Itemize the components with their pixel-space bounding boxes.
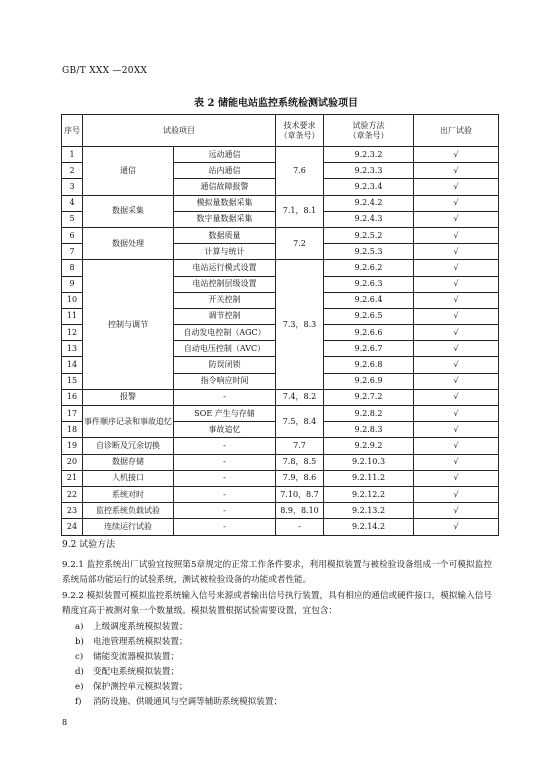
- list-label: f): [75, 697, 82, 707]
- factory-check: √: [414, 422, 499, 438]
- tech-ref: 7.1，8.1: [276, 195, 324, 227]
- sub-item: 防误闭锁: [174, 357, 276, 373]
- sub-item: -: [174, 454, 276, 470]
- method-ref: 9.2.6.2: [324, 260, 414, 276]
- table-title: 表 2 储能电站监控系统检测试验项目: [194, 98, 358, 109]
- list-text: 消防设施、供暖通风与空调等辅助系统模拟装置；: [93, 697, 283, 707]
- factory-check: √: [414, 406, 499, 422]
- row-no: 12: [62, 325, 83, 341]
- method-ref: 9.2.4.3: [324, 211, 414, 227]
- method-ref: 9.2.13.2: [324, 503, 414, 519]
- row-no: 18: [62, 422, 83, 438]
- table-row: [62, 260, 499, 276]
- factory-check: √: [414, 195, 499, 211]
- group-name: 通信: [83, 147, 174, 196]
- group-name: 系统对时: [83, 486, 174, 502]
- tech-ref: 7.8，8.5: [276, 454, 324, 470]
- factory-check: √: [414, 179, 499, 195]
- tech-ref: 7.4，8.2: [276, 389, 324, 405]
- list-label: e): [75, 682, 84, 692]
- table-row: [62, 470, 499, 486]
- factory-check: √: [414, 357, 499, 373]
- list-text: 上级调度系统模拟装置；: [93, 622, 188, 632]
- sub-item: -: [174, 438, 276, 454]
- factory-check: √: [414, 503, 499, 519]
- tech-ref: 8.9，8.10: [276, 503, 324, 519]
- sub-item: 数字量数据采集: [174, 211, 276, 227]
- tech-ref: 7.9，8.6: [276, 470, 324, 486]
- factory-check: √: [414, 147, 499, 163]
- sub-item: 自动发电控制（AGC）: [174, 325, 276, 341]
- row-no: 21: [62, 470, 83, 486]
- factory-check: √: [414, 276, 499, 292]
- row-no: 8: [62, 260, 83, 276]
- method-ref: 9.2.3.3: [324, 163, 414, 179]
- row-no: 22: [62, 486, 83, 502]
- factory-check: √: [414, 325, 499, 341]
- factory-check: √: [414, 389, 499, 405]
- list-item: [75, 620, 188, 632]
- factory-check: √: [414, 260, 499, 276]
- list-text: 保护测控单元模拟装置；: [93, 682, 188, 692]
- method-ref: 9.2.6.8: [324, 357, 414, 373]
- row-no: 23: [62, 503, 83, 519]
- list-text: 变配电系统模拟装置；: [93, 667, 179, 677]
- row-no: 11: [62, 308, 83, 324]
- table-row: [62, 227, 499, 243]
- method-ref: 9.2.14.2: [324, 519, 414, 535]
- row-no: 1: [62, 147, 83, 163]
- factory-check: √: [414, 292, 499, 308]
- factory-check: √: [414, 163, 499, 179]
- row-no: 2: [62, 163, 83, 179]
- group-name: 数据处理: [83, 227, 174, 259]
- sub-item: 自动电压控制（AVC）: [174, 341, 276, 357]
- list-item: [75, 635, 188, 647]
- table-row: [62, 389, 499, 405]
- row-no: 3: [62, 179, 83, 195]
- row-no: 17: [62, 406, 83, 422]
- method-ref: 9.2.3.2: [324, 147, 414, 163]
- method-ref: 9.2.5.2: [324, 227, 414, 243]
- sub-item: 模拟量数据采集: [174, 195, 276, 211]
- group-name: 报警: [83, 389, 174, 405]
- list-text: 电池管理系统模拟装置；: [93, 637, 188, 647]
- table-row: [62, 147, 499, 163]
- sub-item: 指令响应时间: [174, 373, 276, 389]
- list-label: b): [75, 637, 84, 647]
- sub-item: 事故追忆: [174, 422, 276, 438]
- row-no: 16: [62, 389, 83, 405]
- group-name: 人机接口: [83, 470, 174, 486]
- sub-item: 计算与统计: [174, 244, 276, 260]
- method-ref: 9.2.10.3: [324, 454, 414, 470]
- row-no: 4: [62, 195, 83, 211]
- list-label: a): [75, 622, 84, 632]
- header-method: 试验方法 （章条号）: [324, 115, 414, 147]
- method-ref: 9.2.6.9: [324, 373, 414, 389]
- row-no: 24: [62, 519, 83, 535]
- tech-ref: 7.6: [276, 147, 324, 196]
- tech-ref: 7.5，8.4: [276, 406, 324, 438]
- list-label: c): [75, 652, 84, 662]
- row-no: 7: [62, 244, 83, 260]
- method-ref: 9.2.7.2: [324, 389, 414, 405]
- paragraph-9-2-2: 9.2.2 模拟装置可模拟监控系统输入信号来源或者输出信号执行装置，具有相应的通信或硬件接口，模拟输入信号精度宜高于被测对象一个数量级。模拟装置根据试验需要设置，宜包含：: [62, 591, 492, 616]
- method-ref: 9.2.8.3: [324, 422, 414, 438]
- method-ref: 9.2.9.2: [324, 438, 414, 454]
- row-no: 6: [62, 227, 83, 243]
- tech-ref: 7.3，8.3: [276, 260, 324, 390]
- sub-item: -: [174, 389, 276, 405]
- table-row: [62, 454, 499, 470]
- tech-ref: 7.2: [276, 227, 324, 259]
- tech-ref: 7.7: [276, 438, 324, 454]
- row-no: 15: [62, 373, 83, 389]
- sub-item: 数据质量: [174, 227, 276, 243]
- section-heading: 9.2 试验方法: [62, 540, 116, 550]
- sub-item: -: [174, 503, 276, 519]
- factory-check: √: [414, 341, 499, 357]
- method-ref: 9.2.6.6: [324, 325, 414, 341]
- sub-item: 开关控制: [174, 292, 276, 308]
- list-item: [75, 695, 282, 707]
- sub-item: SOE 产生与存储: [174, 406, 276, 422]
- method-ref: 9.2.6.3: [324, 276, 414, 292]
- sub-item: 电站运行模式设置: [174, 260, 276, 276]
- factory-check: √: [414, 211, 499, 227]
- sub-item: 电站控制层级设置: [174, 276, 276, 292]
- group-name: 监控系统负载试验: [83, 503, 174, 519]
- standard-number: GB/T XXX —20XX: [62, 66, 148, 76]
- table-row: [62, 503, 499, 519]
- factory-check: √: [414, 438, 499, 454]
- factory-check: √: [414, 486, 499, 502]
- list-label: d): [75, 667, 84, 677]
- sub-item: -: [174, 470, 276, 486]
- list-item: [75, 650, 179, 662]
- header-no: 序号: [62, 115, 83, 147]
- test-items-table: [61, 114, 499, 536]
- group-name: 数据存储: [83, 454, 174, 470]
- method-ref: 9.2.4.2: [324, 195, 414, 211]
- paragraph-9-2-1: 9.2.1 监控系统出厂试验宜按照第5章规定的正常工作条件要求，利用模拟装置与被检验设备组成一个可模拟监控系统局部功能运行的试验系统，测试被检验设备的功能或者性能。: [62, 560, 492, 585]
- list-item: [75, 665, 179, 677]
- method-ref: 9.2.6.7: [324, 341, 414, 357]
- header-tech: 技术要求 （章条号）: [276, 115, 324, 147]
- table-row: [62, 406, 499, 422]
- method-ref: 9.2.5.3: [324, 244, 414, 260]
- row-no: 10: [62, 292, 83, 308]
- sub-item: 调节控制: [174, 308, 276, 324]
- factory-check: √: [414, 308, 499, 324]
- table-row: [62, 195, 499, 211]
- table-row: [62, 438, 499, 454]
- factory-check: √: [414, 244, 499, 260]
- method-ref: 9.2.8.2: [324, 406, 414, 422]
- factory-check: √: [414, 454, 499, 470]
- method-ref: 9.2.3.4: [324, 179, 414, 195]
- method-ref: 9.2.6.5: [324, 308, 414, 324]
- sub-item: -: [174, 519, 276, 535]
- list-item: [75, 680, 188, 692]
- method-ref: 9.2.11.2: [324, 470, 414, 486]
- factory-check: √: [414, 519, 499, 535]
- group-name: 数据采集: [83, 195, 174, 227]
- tech-ref: -: [276, 519, 324, 535]
- group-name: 自诊断及冗余切换: [83, 438, 174, 454]
- page-number: 8: [62, 718, 68, 727]
- header-factory: 出厂试验: [414, 115, 499, 147]
- row-no: 5: [62, 211, 83, 227]
- row-no: 20: [62, 454, 83, 470]
- header-item: 试验项目: [83, 115, 276, 147]
- method-ref: 9.2.6.4: [324, 292, 414, 308]
- table-row: [62, 519, 499, 535]
- row-no: 13: [62, 341, 83, 357]
- row-no: 9: [62, 276, 83, 292]
- table-row: [62, 486, 499, 502]
- sub-item: -: [174, 486, 276, 502]
- method-ref: 9.2.12.2: [324, 486, 414, 502]
- factory-check: √: [414, 470, 499, 486]
- row-no: 19: [62, 438, 83, 454]
- tech-ref: 7.10，8.7: [276, 486, 324, 502]
- factory-check: √: [414, 227, 499, 243]
- group-name: 连续运行试验: [83, 519, 174, 535]
- list-text: 储能变流器模拟装置；: [93, 652, 179, 662]
- factory-check: √: [414, 373, 499, 389]
- sub-item: 远动通信: [174, 147, 276, 163]
- sub-item: 通信故障报警: [174, 179, 276, 195]
- sub-item: 站内通信: [174, 163, 276, 179]
- group-name: 控制与调节: [83, 260, 174, 390]
- group-name: 事件顺序记录和事故追忆: [83, 406, 174, 438]
- row-no: 14: [62, 357, 83, 373]
- table-header-row: [62, 115, 499, 147]
